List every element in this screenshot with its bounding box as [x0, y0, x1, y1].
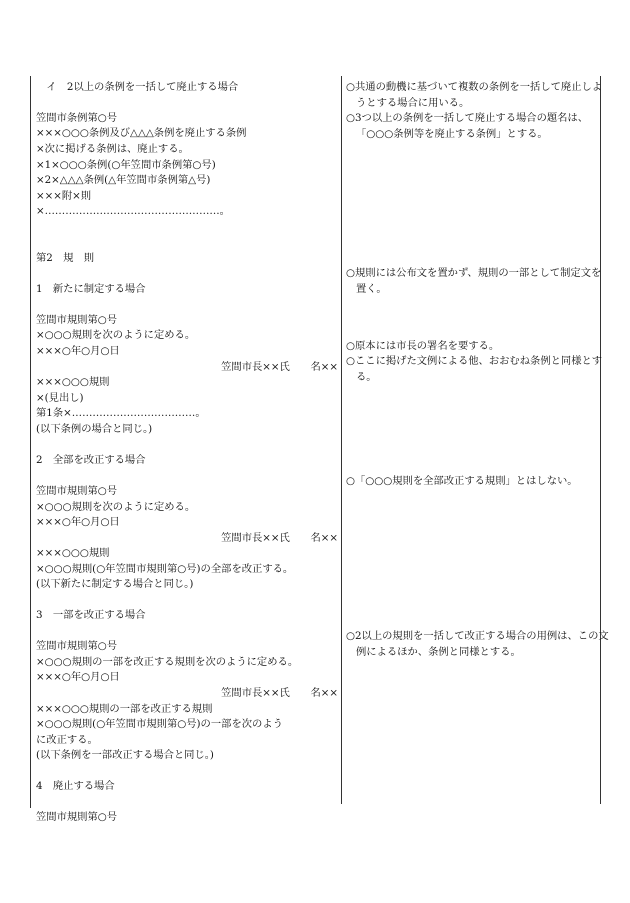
example-line: ×○○○規則(○年笠間市規則第○号)の全部を改正する。 [36, 563, 294, 575]
example-line: ×××附×則 [36, 190, 92, 202]
note-item: ○原本には市長の署名を要する。 [346, 340, 500, 352]
example-line: (以下新たに制定する場合と同じ。) [36, 578, 194, 590]
left-border-line [30, 76, 31, 808]
example-line: 笠間市規則第○号 [36, 640, 118, 652]
example-line: 3 一部を改正する場合 [36, 609, 146, 621]
example-line: 笠間市長××氏 名×× [221, 532, 338, 544]
example-line: ×○○○規則を次のように定める。 [36, 329, 196, 341]
example-line: 笠間市長××氏 名×× [221, 687, 338, 699]
example-line: 笠間市規則第○号 [36, 811, 118, 823]
example-line: 笠間市規則第○号 [36, 485, 118, 497]
example-line: ×××○○○条例及び△△△条例を廃止する条例 [36, 127, 247, 139]
example-line: 第1条×………………………………。 [36, 407, 206, 419]
example-line: ×××○年○月○日 [36, 516, 120, 528]
example-line: ×……………………………………………。 [36, 205, 230, 217]
example-line: ×××○年○月○日 [36, 345, 120, 357]
example-line: 笠間市長××氏 名×× [221, 361, 338, 373]
example-line: ×○○○規則を次のように定める。 [36, 501, 196, 513]
example-line: (以下条例を一部改正する場合と同じ。) [36, 749, 214, 761]
note-item: ○2以上の規則を一括して改正する場合の用例は、この文例によるほか、条例と同様とする。 [346, 630, 609, 658]
example-line: 第2 規 則 [36, 252, 95, 264]
column-divider-line [341, 76, 342, 804]
example-line: ×2×△△△条例(△年笠間市条例第△号) [36, 174, 211, 186]
note-item: ○ここに掲げた文例による他、おおむね条例と同様とする。 [346, 355, 603, 383]
example-line: ×(見出し) [36, 392, 84, 404]
example-line: ×××○年○月○日 [36, 671, 120, 683]
example-line: (以下条例の場合と同じ。) [36, 423, 153, 435]
example-line: 2 全部を改正する場合 [36, 454, 146, 466]
example-line: 1 新たに制定する場合 [36, 283, 146, 295]
example-line: イ 2以上の条例を一括して廃止する場合 [36, 81, 239, 93]
example-line: に改正する。 [36, 734, 98, 746]
example-line: ×1×○○○条例(○年笠間市条例第○号) [36, 159, 216, 171]
example-line: ×××○○○規則 [36, 376, 110, 388]
right-border-line [600, 76, 601, 804]
note-item: ○共通の動機に基づいて複数の条例を一括して廃止しようとする場合に用いる。 [346, 81, 603, 109]
example-line: 笠間市条例第○号 [36, 112, 118, 124]
example-line: 笠間市規則第○号 [36, 314, 118, 326]
example-line: ×○○○規則(○年笠間市規則第○号)の一部を次のよう [36, 718, 283, 730]
note-item: ○規則には公布文を置かず、規則の一部として制定文を置く。 [346, 267, 602, 295]
example-line: ×××○○○規則の一部を改正する規則 [36, 703, 213, 715]
note-item: ○「○○○規則を全部改正する規則」とはしない。 [346, 475, 578, 487]
example-line: ×次に掲げる条例は、廃止する。 [36, 143, 189, 155]
example-line: 4 廃止する場合 [36, 780, 115, 792]
note-item: ○3つ以上の条例を一括して廃止する場合の題名は、「○○○条例等を廃止する条例」とする。 [346, 112, 589, 140]
example-line: ×××○○○規則 [36, 547, 110, 559]
example-line: ×○○○規則の一部を改正する規則を次のように定める。 [36, 656, 299, 668]
